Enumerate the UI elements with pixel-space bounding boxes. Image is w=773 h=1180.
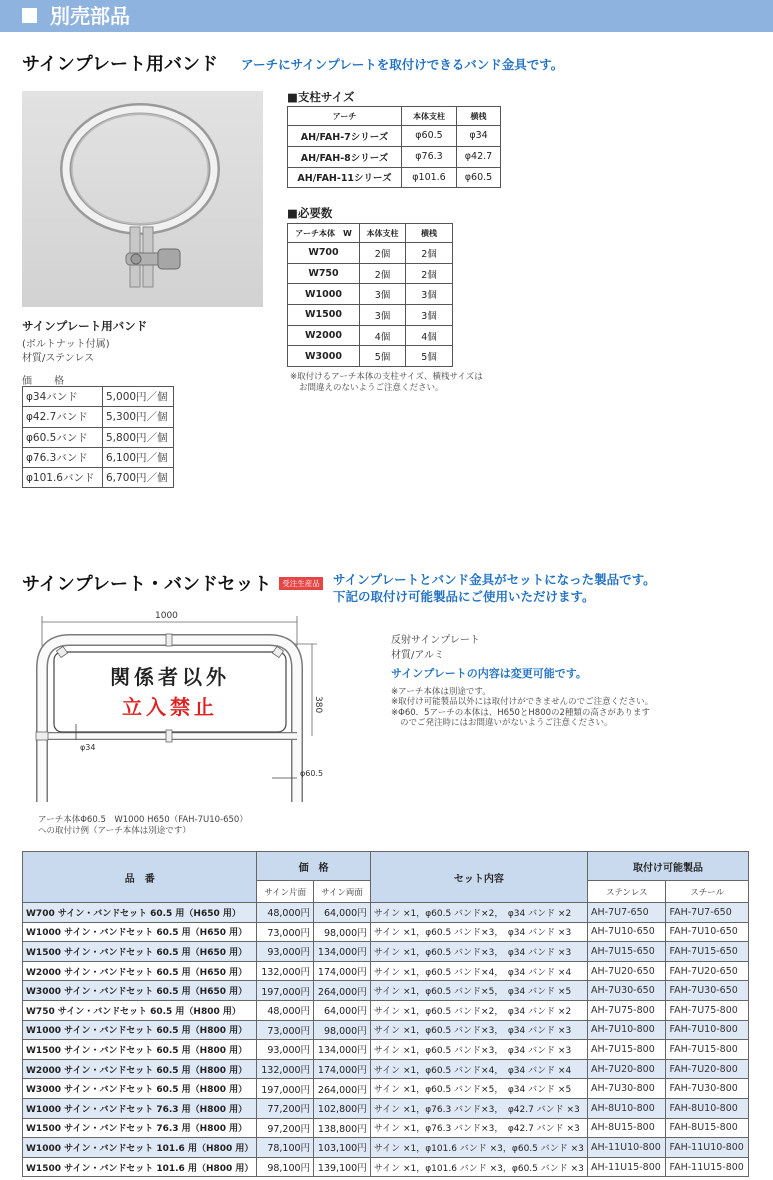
cell: φ60.5 <box>457 167 501 188</box>
col-arch: アーチ <box>288 107 402 126</box>
table-row <box>23 942 749 962</box>
set-contents: サイン ×1，φ101.6 バンド ×3，φ60.5 バンド ×3 <box>370 1157 587 1177</box>
steel-model: FAH-7U30-650 <box>666 981 749 1001</box>
stainless-model: AH-11U10-800 <box>588 1138 666 1158</box>
table-row <box>23 1040 749 1060</box>
sign-line-2: 立入禁止 <box>122 695 218 719</box>
table-row <box>23 981 749 1001</box>
table-row <box>23 427 174 447</box>
price-one-side: 73,000円 <box>257 922 314 942</box>
table-row <box>288 243 453 264</box>
cell: 4個 <box>360 325 406 346</box>
band-price: 6,100円／個 <box>103 447 174 467</box>
set-contents: サイン ×1，φ60.5 バンド×5， φ34 バンド ×5 <box>370 981 587 1001</box>
sign-line-1: 関係者以外 <box>110 665 230 689</box>
required-note-1: ※取付けるアーチ本体の支柱サイズ、横桟サイズは <box>290 372 483 382</box>
set-note-2: ※取付け可能製品以外には取付けができませんのでご注意ください。 <box>391 697 654 707</box>
table-row <box>288 263 453 284</box>
steel-model: FAH-7U30-800 <box>666 1079 749 1099</box>
set-contents: サイン ×1，φ60.5 バンド×3， φ34 バンド ×3 <box>370 1020 587 1040</box>
cell: 5個 <box>360 346 406 367</box>
table-row <box>23 468 174 488</box>
cell: 3個 <box>360 305 406 326</box>
price-two-side: 102,800円 <box>314 1098 371 1118</box>
post-size-title: ■支柱サイズ <box>287 90 355 104</box>
set-contents: サイン ×1，φ60.5 バンド×4， φ34 バンド ×4 <box>370 961 587 981</box>
cell: 5個 <box>406 346 453 367</box>
price-one-side: 48,000円 <box>257 903 314 923</box>
section-title: 別売部品 <box>50 4 130 28</box>
table-header-row <box>288 224 453 243</box>
table-row <box>288 325 453 346</box>
product-name: W3000 サイン・バンドセット 60.5 用（H800 用） <box>23 1079 257 1099</box>
price-one-side: 132,000円 <box>257 1059 314 1079</box>
cell: 3個 <box>406 284 453 305</box>
set-contents: サイン ×1，φ60.5 バンド×3， φ34 バンド ×3 <box>370 1040 587 1060</box>
product-name: W3000 サイン・バンドセット 60.5 用（H650 用） <box>23 981 257 1001</box>
band-price: 5,800円／個 <box>103 427 174 447</box>
band-subtitle: アーチにサインプレートを取付けできるバンド金具です。 <box>241 57 564 72</box>
set-contents: サイン ×1，φ60.5 バンド×4， φ34 バンド ×4 <box>370 1059 587 1079</box>
stainless-model: AH-7U75-800 <box>588 1000 666 1020</box>
band-photo <box>22 91 263 307</box>
stainless-model: AH-7U7-650 <box>588 903 666 923</box>
stainless-model: AH-7U10-800 <box>588 1020 666 1040</box>
table-row <box>23 1138 749 1158</box>
info-reflective: 反射サインプレート <box>391 635 480 646</box>
price-one-side: 132,000円 <box>257 961 314 981</box>
steel-model: FAH-7U20-800 <box>666 1059 749 1079</box>
steel-model: FAH-8U10-800 <box>666 1098 749 1118</box>
stainless-model: AH-7U20-650 <box>588 961 666 981</box>
set-contents: サイン ×1，φ60.5 バンド×2， φ34 バンド ×2 <box>370 903 587 923</box>
stainless-model: AH-7U30-800 <box>588 1079 666 1099</box>
band-name: φ60.5バンド <box>23 427 103 447</box>
product-name: W1500 サイン・バンドセット 60.5 用（H800 用） <box>23 1040 257 1060</box>
made-to-order-badge: 受注生産品 <box>279 577 323 590</box>
cell: AH/FAH-7シリーズ <box>288 126 402 147</box>
band-name: φ76.3バンド <box>23 447 103 467</box>
steel-model: FAH-7U10-800 <box>666 1020 749 1040</box>
product-name: W1000 サイン・バンドセット 76.3 用（H800 用） <box>23 1098 257 1118</box>
band-price: 5,000円／個 <box>103 387 174 407</box>
cell: φ60.5 <box>402 126 457 147</box>
band-price: 5,300円／個 <box>103 407 174 427</box>
price-one-side: 78,100円 <box>257 1138 314 1158</box>
col-arch-w: アーチ本体 W <box>288 224 360 243</box>
price-two-side: 138,800円 <box>314 1118 371 1138</box>
price-two-side: 98,000円 <box>314 1020 371 1040</box>
band-clamp-icon <box>22 91 263 307</box>
product-name: W1000 サイン・バンドセット 60.5 用（H650 用） <box>23 922 257 942</box>
price-one-side: 93,000円 <box>257 942 314 962</box>
band-attach-note: (ボルトナット付属) <box>22 339 110 350</box>
table-row <box>288 284 453 305</box>
price-label: 価 格 <box>22 376 70 387</box>
col-price: 価 格 <box>257 852 370 881</box>
product-name: W2000 サイン・バンドセット 60.5 用（H800 用） <box>23 1059 257 1079</box>
pipe-small-label: φ34 <box>80 743 96 752</box>
arch-sign-diagram <box>22 606 342 810</box>
price-one-side: 93,000円 <box>257 1040 314 1060</box>
set-contents: サイン ×1，φ76.3 バンド×3， φ42.7 バンド ×3 <box>370 1118 587 1138</box>
table-row <box>23 1020 749 1040</box>
price-one-side: 77,200円 <box>257 1098 314 1118</box>
set-contents: サイン ×1，φ60.5 バンド×3， φ34 バンド ×3 <box>370 922 587 942</box>
col-main-post: 本体支柱 <box>360 224 406 243</box>
table-row <box>23 1079 749 1099</box>
stainless-model: AH-7U20-800 <box>588 1059 666 1079</box>
price-one-side: 197,000円 <box>257 981 314 1001</box>
table-row <box>288 346 453 367</box>
diagram-caption-1: アーチ本体Φ60.5 W1000 H650（FAH-7U10-650） <box>38 815 248 825</box>
required-table <box>287 223 453 367</box>
product-name: W1500 サイン・バンドセット 101.6 用（H800 用） <box>23 1157 257 1177</box>
price-two-side: 264,000円 <box>314 981 371 1001</box>
table-row <box>23 1059 749 1079</box>
set-contents: サイン ×1，φ76.3 バンド×3， φ42.7 バンド ×3 <box>370 1098 587 1118</box>
cell: AH/FAH-8シリーズ <box>288 146 402 167</box>
band-name: φ34バンド <box>23 387 103 407</box>
height-label: 380 <box>313 696 323 714</box>
band-title: サインプレート用バンド <box>22 54 219 75</box>
stainless-model: AH-11U15-800 <box>588 1157 666 1177</box>
stainless-model: AH-7U30-650 <box>588 981 666 1001</box>
price-two-side: 64,000円 <box>314 1000 371 1020</box>
steel-model: FAH-11U15-800 <box>666 1157 749 1177</box>
table-row <box>23 1098 749 1118</box>
steel-model: FAH-11U10-800 <box>666 1138 749 1158</box>
steel-model: FAH-8U15-800 <box>666 1118 749 1138</box>
price-one-side: 97,200円 <box>257 1118 314 1138</box>
price-two-side: 264,000円 <box>314 1079 371 1099</box>
price-two-side: 103,100円 <box>314 1138 371 1158</box>
steel-model: FAH-7U10-650 <box>666 922 749 942</box>
col-set-contents: セット内容 <box>370 852 587 903</box>
band-price: 6,700円／個 <box>103 468 174 488</box>
set-contents: サイン ×1，φ60.5 バンド×3， φ34 バンド ×3 <box>370 942 587 962</box>
table-row <box>23 447 174 467</box>
set-subtitle-2: 下記の取付け可能製品にご使用いただけます。 <box>333 589 595 604</box>
table-row <box>23 407 174 427</box>
product-name: W1000 サイン・バンドセット 60.5 用（H800 用） <box>23 1020 257 1040</box>
table-row <box>23 387 174 407</box>
table-row <box>23 922 749 942</box>
cell: W750 <box>288 263 360 284</box>
col-price-one-side: サイン片面 <box>257 881 314 903</box>
table-row <box>23 961 749 981</box>
col-steel: スチール <box>666 881 749 903</box>
set-subtitle-1: サインプレートとバンド金具がセットになった製品です。 <box>333 572 656 587</box>
price-two-side: 134,000円 <box>314 1040 371 1060</box>
cell: AH/FAH-11シリーズ <box>288 167 402 188</box>
band-name: φ101.6バンド <box>23 468 103 488</box>
steel-model: FAH-7U15-650 <box>666 942 749 962</box>
price-one-side: 98,100円 <box>257 1157 314 1177</box>
col-product-number: 品 番 <box>23 852 257 903</box>
steel-model: FAH-7U7-650 <box>666 903 749 923</box>
width-label: 1000 <box>155 611 178 621</box>
cell: W1500 <box>288 305 360 326</box>
cell: W1000 <box>288 284 360 305</box>
cell: 3個 <box>360 284 406 305</box>
table-row <box>288 146 501 167</box>
cell: 2個 <box>406 243 453 264</box>
cell: φ101.6 <box>402 167 457 188</box>
col-main-post: 本体支柱 <box>402 107 457 126</box>
set-note-4: のでご発注時にはお間違いがないようご注意ください。 <box>400 718 613 728</box>
band-name: φ42.7バンド <box>23 407 103 427</box>
product-name: W700 サイン・バンドセット 60.5 用（H650 用） <box>23 903 257 923</box>
table-header-row <box>23 852 749 881</box>
diagram-caption-2: への取付け例（アーチ本体は別途です） <box>38 826 191 836</box>
price-two-side: 174,000円 <box>314 1059 371 1079</box>
cell: 2個 <box>360 243 406 264</box>
set-note-1: ※アーチ本体は別途です。 <box>391 687 491 697</box>
table-header-row <box>288 107 501 126</box>
set-title: サインプレート・バンドセット <box>22 574 272 595</box>
table-row <box>288 167 501 188</box>
table-row <box>23 1118 749 1138</box>
section-header <box>0 0 773 32</box>
price-one-side: 73,000円 <box>257 1020 314 1040</box>
steel-model: FAH-7U20-650 <box>666 961 749 981</box>
price-two-side: 134,000円 <box>314 942 371 962</box>
band-material: 材質/ステンレス <box>22 353 95 364</box>
post-size-table <box>287 106 501 188</box>
price-two-side: 174,000円 <box>314 961 371 981</box>
band-caption-title: サインプレート用バンド <box>22 319 148 333</box>
price-two-side: 139,100円 <box>314 1157 371 1177</box>
cell: 2個 <box>360 263 406 284</box>
cell: W3000 <box>288 346 360 367</box>
col-crossbar: 横桟 <box>457 107 501 126</box>
price-one-side: 48,000円 <box>257 1000 314 1020</box>
table-row <box>23 1157 749 1177</box>
product-name: W1500 サイン・バンドセット 76.3 用（H800 用） <box>23 1118 257 1138</box>
col-compatible: 取付け可能製品 <box>588 852 749 881</box>
info-material: 材質/アルミ <box>391 650 444 661</box>
col-stainless: ステンレス <box>588 881 666 903</box>
stainless-model: AH-7U10-650 <box>588 922 666 942</box>
info-changeable: サインプレートの内容は変更可能です。 <box>391 667 587 680</box>
cell: 2個 <box>406 263 453 284</box>
stainless-model: AH-7U15-800 <box>588 1040 666 1060</box>
required-title: ■必要数 <box>287 206 333 220</box>
cell: W2000 <box>288 325 360 346</box>
cell: φ42.7 <box>457 146 501 167</box>
product-name: W2000 サイン・バンドセット 60.5 用（H650 用） <box>23 961 257 981</box>
table-row <box>23 1000 749 1020</box>
cell: W700 <box>288 243 360 264</box>
table-row <box>288 305 453 326</box>
band-price-table <box>22 386 174 488</box>
stainless-model: AH-7U15-650 <box>588 942 666 962</box>
steel-model: FAH-7U15-800 <box>666 1040 749 1060</box>
product-name: W750 サイン・バンドセット 60.5 用（H800 用） <box>23 1000 257 1020</box>
cell: 4個 <box>406 325 453 346</box>
product-table <box>22 851 749 1177</box>
set-contents: サイン ×1，φ101.6 バンド ×3，φ60.5 バンド ×3 <box>370 1138 587 1158</box>
required-note-2: お間違えのないようご注意ください。 <box>299 383 444 393</box>
table-row <box>288 126 501 147</box>
table-row <box>23 903 749 923</box>
cell: φ76.3 <box>402 146 457 167</box>
product-name: W1500 サイン・バンドセット 60.5 用（H650 用） <box>23 942 257 962</box>
pipe-large-label: φ60.5 <box>300 769 324 778</box>
set-contents: サイン ×1，φ60.5 バンド×5， φ34 バンド ×5 <box>370 1079 587 1099</box>
price-two-side: 98,000円 <box>314 922 371 942</box>
stainless-model: AH-8U10-800 <box>588 1098 666 1118</box>
price-two-side: 64,000円 <box>314 903 371 923</box>
col-crossbar: 横桟 <box>406 224 453 243</box>
col-price-two-side: サイン両面 <box>314 881 371 903</box>
square-icon <box>22 8 37 23</box>
cell: 3個 <box>406 305 453 326</box>
cell: φ34 <box>457 126 501 147</box>
steel-model: FAH-7U75-800 <box>666 1000 749 1020</box>
price-one-side: 197,000円 <box>257 1079 314 1099</box>
product-name: W1000 サイン・バンドセット 101.6 用（H800 用） <box>23 1138 257 1158</box>
stainless-model: AH-8U15-800 <box>588 1118 666 1138</box>
set-note-3: ※Φ60．5アーチの本体は、H650とH800の2種類の高さがあります <box>391 708 650 718</box>
set-contents: サイン ×1，φ60.5 バンド×2， φ34 バンド ×2 <box>370 1000 587 1020</box>
